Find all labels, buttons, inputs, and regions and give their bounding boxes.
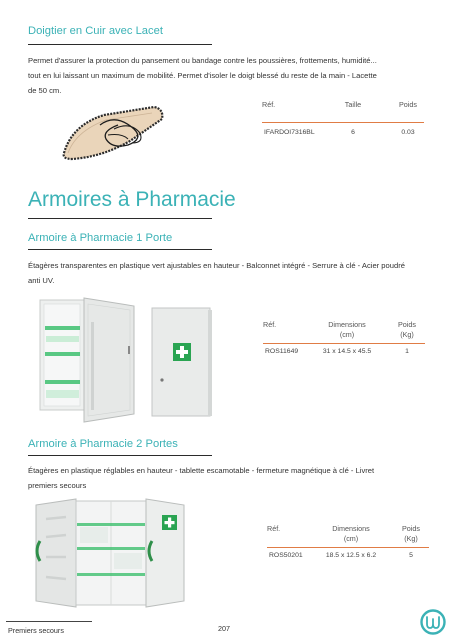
table-cell-weight: 1 <box>405 348 409 355</box>
table-cell-ref: IFARDOI7316BL <box>264 129 315 136</box>
table-cell-ref: ROS11649 <box>265 348 299 355</box>
table-cell-size: 6 <box>351 129 355 136</box>
armoire2-ref-table <box>267 524 429 568</box>
col-header-weight: Poids <box>399 100 417 109</box>
armoire2-desc-line: premiers secours <box>28 481 87 490</box>
brand-logo-icon <box>420 609 446 635</box>
table-header-rule <box>263 343 425 344</box>
col-header-dimensions <box>319 320 375 340</box>
section-title: Armoires à Pharmacie <box>28 188 236 211</box>
closed-cabinet-1-door-image <box>150 306 214 420</box>
table-header-rule <box>267 547 429 548</box>
table-cell-dimensions: 31 x 14.5 x 45.5 <box>322 348 372 355</box>
col-header-weight <box>391 320 423 340</box>
col-header-weight-label: Poids <box>402 524 420 533</box>
page-number: 207 <box>218 624 230 633</box>
armoire1-desc-line: Étagères transparentes en plastique vert ajustables en hauteur - Balconnet intégré - Serrure à clé - Acier poudré <box>28 261 405 270</box>
table-cell-weight: 5 <box>409 552 413 559</box>
doigtier-desc-line: Permet d'assurer la protection du pansement ou bandage contre les poussières, frottements, humidité... <box>28 56 377 65</box>
table-cell-dimensions: 18.5 x 12.5 x 6.2 <box>325 552 377 559</box>
col-header-size: Taille <box>344 100 362 109</box>
doigtier-title: Doigtier en Cuir avec Lacet <box>28 25 163 37</box>
armoire2-title: Armoire à Pharmacie 2 Portes <box>28 438 178 450</box>
doigtier-description <box>28 53 428 98</box>
doigtier-ref-table <box>262 100 424 140</box>
table-header-rule <box>262 122 424 123</box>
col-header-weight-unit: (Kg) <box>400 330 414 339</box>
doigtier-desc-line: de 50 cm. <box>28 86 62 95</box>
armoire1-description <box>28 258 438 288</box>
armoire1-title: Armoire à Pharmacie 1 Porte <box>28 232 173 244</box>
col-header-dimensions <box>323 524 379 544</box>
col-header-ref: Réf. <box>263 320 277 329</box>
col-header-weight <box>395 524 427 544</box>
col-header-dimensions-unit: (cm) <box>339 330 355 339</box>
doigtier-desc-line: tout en lui laissant un maximum de mobilité. Permet d'isoler le doigt blessé du reste de la main - Lacette <box>28 71 377 80</box>
armoire2-title-rule <box>28 455 212 456</box>
armoire2-desc-line: Étagères en plastique réglables en hauteur - tablette escamotable - fermeture magnétique à clé - Livret <box>28 466 375 475</box>
col-header-weight-unit: (Kg) <box>404 534 418 543</box>
col-header-weight-label: Poids <box>398 320 416 329</box>
leather-finger-cot-image <box>58 103 168 161</box>
footer-rule <box>6 621 92 622</box>
open-cabinet-2-doors-image <box>32 497 192 609</box>
table-cell-ref: ROS50201 <box>269 552 303 559</box>
col-header-dimensions-label: Dimensions <box>328 320 366 329</box>
footer-section-label: Premiers secours <box>8 626 64 635</box>
col-header-ref: Réf. <box>262 100 276 109</box>
col-header-dimensions-label: Dimensions <box>332 524 370 533</box>
armoire2-description <box>28 463 438 493</box>
open-cabinet-1-door-image <box>36 296 140 424</box>
armoire1-ref-table <box>263 320 425 364</box>
col-header-dimensions-unit: (cm) <box>343 534 359 543</box>
armoire1-desc-line: anti UV. <box>28 276 55 285</box>
col-header-ref: Réf. <box>267 524 281 533</box>
doigtier-title-rule <box>28 44 212 45</box>
armoire1-title-rule <box>28 249 212 250</box>
table-cell-weight: 0.03 <box>401 129 415 136</box>
section-title-rule <box>28 218 212 219</box>
